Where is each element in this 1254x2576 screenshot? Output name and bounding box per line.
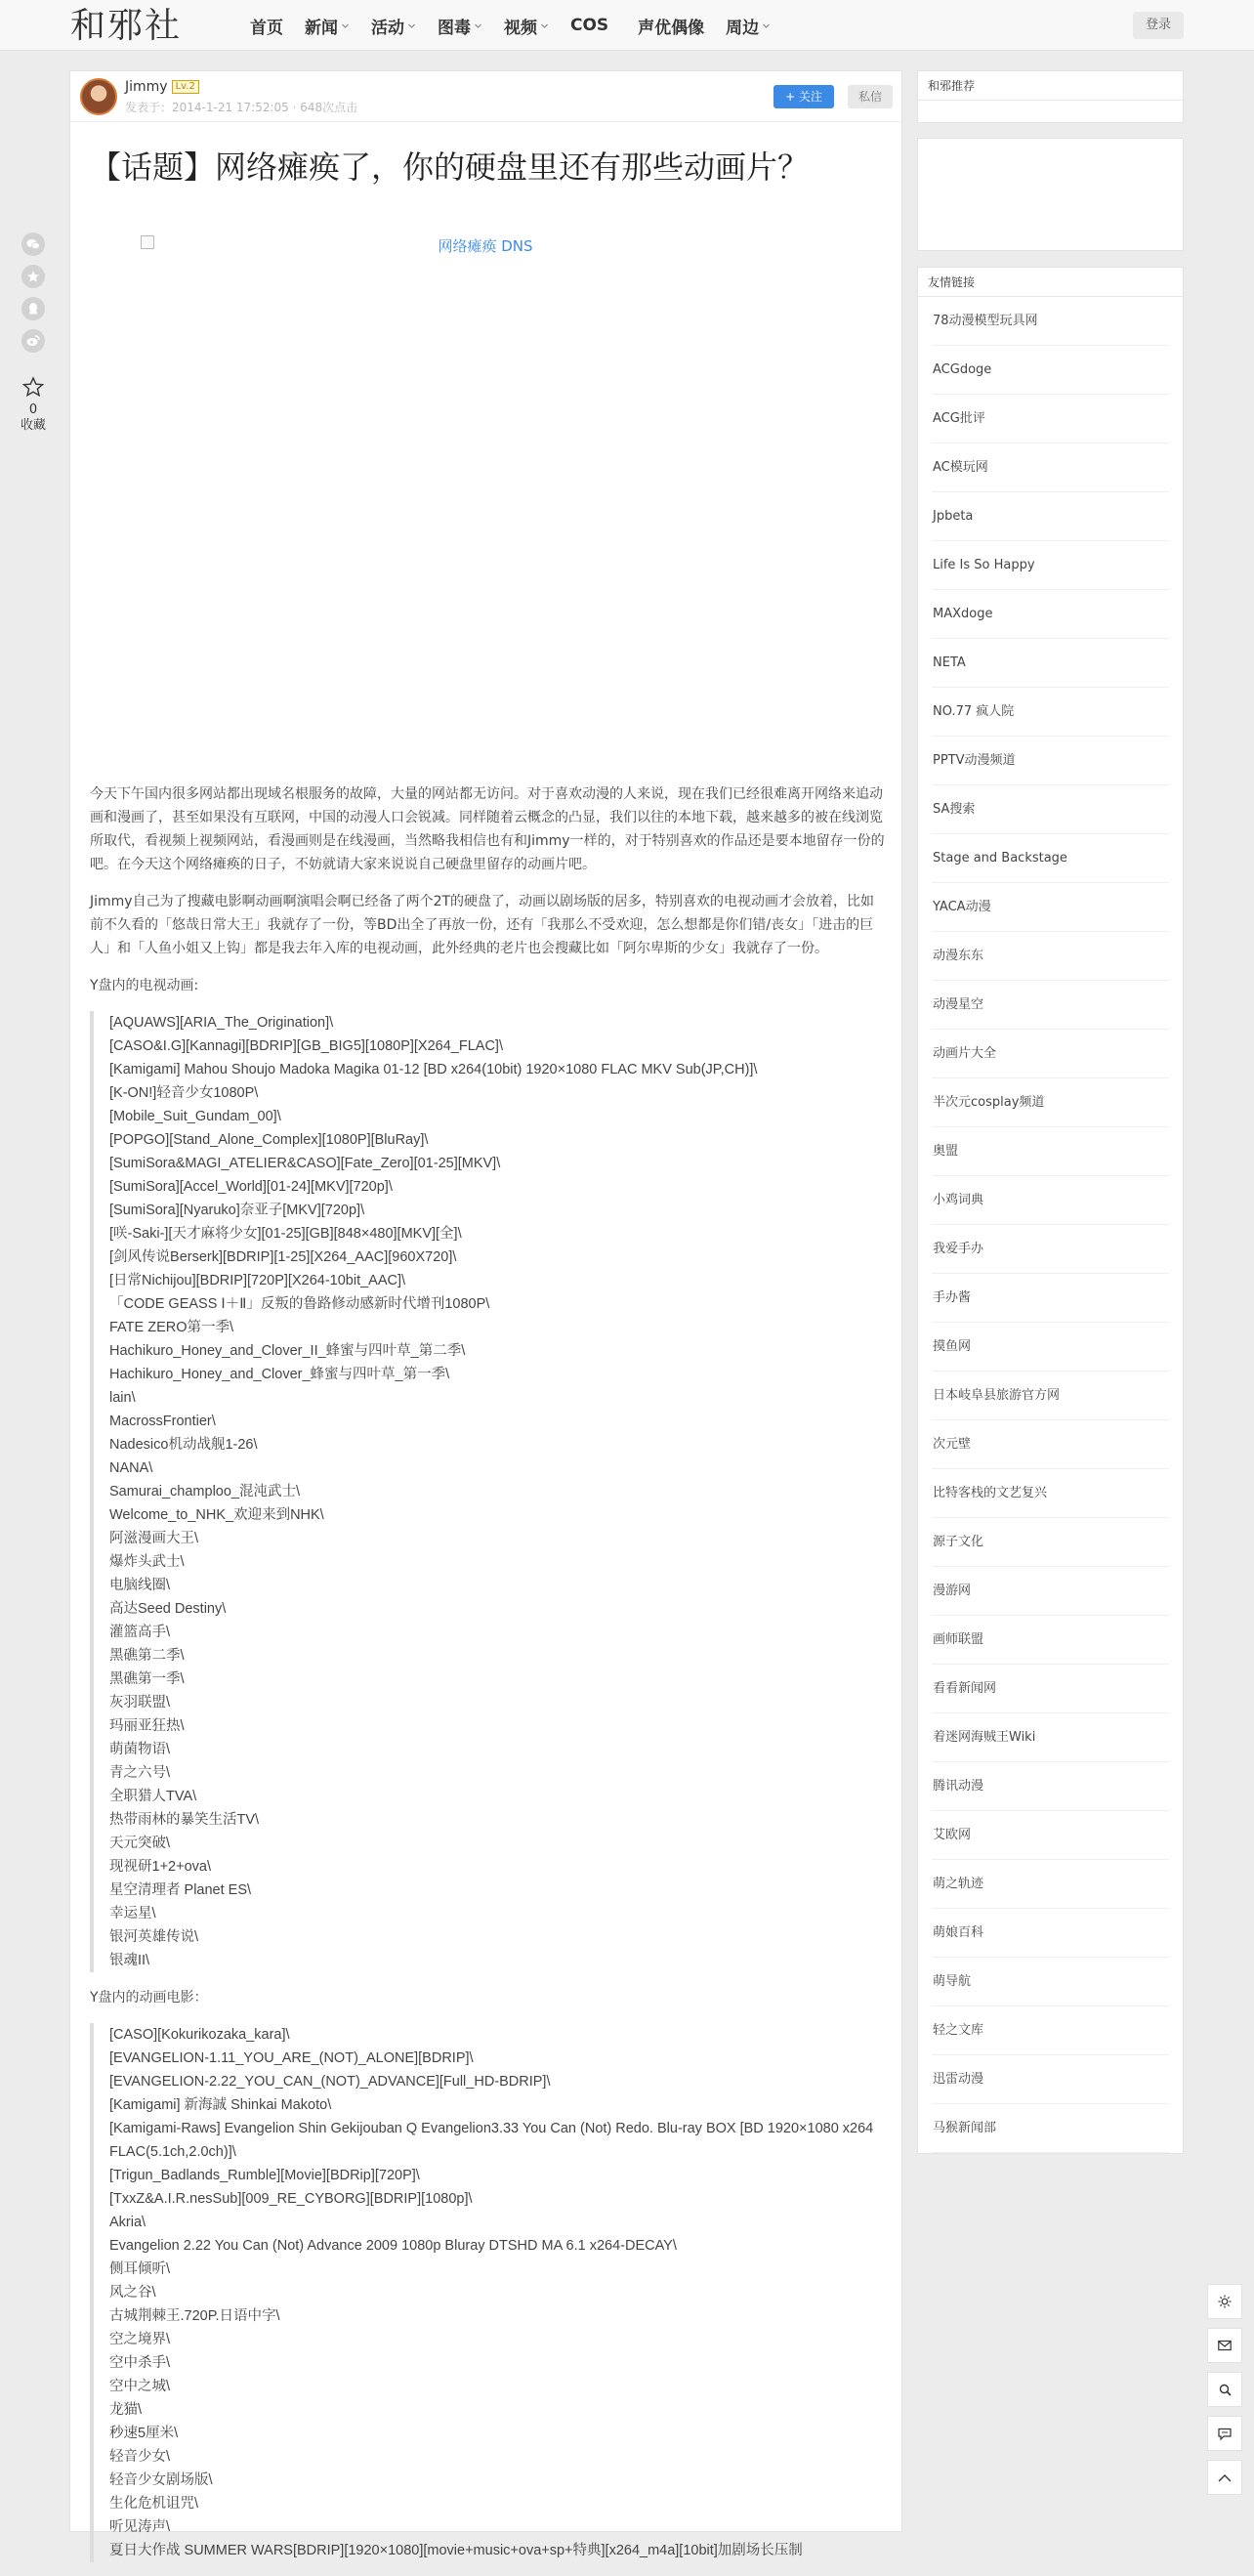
nav-item-5[interactable] — [570, 16, 608, 35]
tv-list-item: Nadesico机动战舰1-26\ — [109, 1437, 258, 1453]
movie-list-item: [TxxZ&A.I.R.nesSub][009_RE_CYBORG][BDRIP][1080p]\ — [109, 2191, 473, 2207]
image-caption-link[interactable]: 网络瘫痪 DNS — [438, 237, 533, 255]
movie-list-item: 轻音少女\ — [109, 2449, 171, 2465]
tv-list-item: [咲-Saki-][天才麻将少女][01-25][GB][848×480][MKV][全]\ — [109, 1226, 462, 1242]
tv-list-item: [SumiSora&MAGI_ATELIER&CASO][Fate_Zero][01-25][MKV]\ — [109, 1156, 501, 1171]
back-to-top-button[interactable] — [1207, 2460, 1242, 2495]
movie-list-heading: Y盘内的动画电影： — [90, 1990, 208, 2006]
chevron-down-icon — [474, 21, 482, 30]
follow-button[interactable]: + 关注 — [773, 85, 834, 108]
tv-list-item: 萌菌物语\ — [109, 1742, 171, 1757]
friend-link[interactable]: 比特客栈的文艺复兴 — [932, 1469, 1169, 1518]
tv-list-item: [SumiSora][Accel_World][01-24][MKV][720p]\ — [109, 1179, 393, 1195]
nav-item-4[interactable] — [504, 14, 549, 38]
theme-icon — [1218, 2295, 1232, 2308]
article-image — [192, 235, 778, 743]
movie-list-item: 空中之城\ — [109, 2379, 171, 2394]
friend-links-panel — [917, 267, 1184, 2154]
friend-link[interactable]: 萌导航 — [932, 1958, 1169, 2006]
movie-list-item: Akria\ — [109, 2215, 146, 2230]
tv-list-item: [SumiSora][Nyaruko]奈亚子[MKV][720p]\ — [109, 1203, 365, 1218]
friend-link[interactable]: MAXdoge — [932, 590, 1169, 639]
movie-list-item: [EVANGELION-1.11_YOU_ARE_(NOT)_ALONE][BDRIP]\ — [109, 2050, 474, 2066]
article-author-bar — [70, 71, 901, 122]
favorite-block[interactable] — [18, 376, 49, 434]
friend-link[interactable]: 动画片大全 — [932, 1030, 1169, 1078]
friend-link[interactable]: ACGdoge — [932, 346, 1169, 395]
mail-icon — [1218, 2340, 1232, 2351]
movie-list-item: 空中杀手\ — [109, 2355, 171, 2371]
nav-item-2[interactable] — [371, 14, 416, 38]
friend-link[interactable]: 日本岐阜县旅游官方网 — [932, 1372, 1169, 1420]
friend-link[interactable]: 源子文化 — [932, 1518, 1169, 1567]
recommend-title: 和邪推荐 — [918, 71, 1183, 101]
friend-link[interactable]: 看看新闻网 — [932, 1665, 1169, 1713]
tv-list-item: Hachikuro_Honey_and_Clover_II_蜂蜜与四叶草_第二季\ — [109, 1343, 466, 1359]
friend-link[interactable]: 迅雷动漫 — [932, 2055, 1169, 2104]
tv-list-item: 热带雨林的暴笑生活TV\ — [109, 1812, 260, 1828]
top-header — [0, 0, 1254, 51]
tv-list-item: 天元突破\ — [109, 1836, 171, 1851]
tv-list-item: 现视研1+2+ova\ — [109, 1859, 211, 1875]
tv-list-item: 「CODE GEASS Ⅰ＋Ⅱ」反叛的鲁路修动感新时代增刊1080P\ — [109, 1296, 490, 1312]
tv-list-item: 黑礁第一季\ — [109, 1671, 185, 1687]
main-nav — [250, 0, 792, 51]
movie-list-item: 龙猫\ — [109, 2402, 143, 2418]
friend-link[interactable]: ACG批评 — [932, 395, 1169, 443]
nav-item-3[interactable] — [438, 14, 482, 38]
tv-list-item: 黑礁第二季\ — [109, 1648, 185, 1664]
friend-link[interactable]: Jpbeta — [932, 492, 1169, 541]
friend-link[interactable]: 漫游网 — [932, 1567, 1169, 1616]
article-body — [90, 782, 885, 2576]
friend-link[interactable]: 艾欧网 — [932, 1811, 1169, 1860]
friend-link[interactable]: 小鸡词典 — [932, 1176, 1169, 1225]
friend-link[interactable]: NO.77 疯人院 — [932, 688, 1169, 737]
favorite-count: 0 — [28, 402, 38, 417]
post-meta: 发表于：2014-1-21 17:52:05 · 648次点击 — [125, 101, 358, 114]
tv-list-item: [POPGO][Stand_Alone_Complex][1080P][BluRay]\ — [109, 1132, 429, 1148]
movie-list-item: 空之境界\ — [109, 2332, 171, 2347]
movie-list-item: [Trigun_Badlands_Rumble][Movie][BDRip][720P]\ — [109, 2168, 420, 2183]
tv-list-item: 灌篮高手\ — [109, 1625, 171, 1640]
movie-list-item: Evangelion 2.22 You Can (Not) Advance 2009 1080p Bluray DTSHD MA 6.1 x264-DECAY\ — [109, 2238, 677, 2254]
friend-links-list — [918, 297, 1183, 2153]
friend-link[interactable]: 马猴新闻部 — [932, 2104, 1169, 2153]
comment-button[interactable] — [1207, 2416, 1242, 2451]
login-button[interactable]: 登录 — [1133, 12, 1184, 39]
article-title: 【话题】网络瘫痪了，你的硬盘里还有那些动画片？ — [90, 148, 810, 186]
qq-icon[interactable] — [21, 297, 45, 320]
tv-list-item: [AQUAWS][ARIA_The_Origination]\ — [109, 1015, 334, 1031]
tv-list-item: FATE ZERO第一季\ — [109, 1320, 234, 1335]
recommend-panel — [917, 70, 1184, 123]
friend-link[interactable]: 半次元cosplay频道 — [932, 1078, 1169, 1127]
qzone-icon[interactable] — [21, 265, 45, 288]
share-rail — [18, 232, 49, 434]
broken-image-icon — [141, 235, 154, 249]
movie-list-item: [EVANGELION-2.22_YOU_CAN_(NOT)_ADVANCE][Full_HD-BDRIP]\ — [109, 2074, 551, 2090]
tv-list-item: 星空清理者 Planet ES\ — [109, 1882, 252, 1898]
movie-anime-list — [90, 2023, 885, 2562]
nav-item-label: 图毒 — [438, 18, 471, 38]
chevron-down-icon — [407, 21, 416, 30]
friend-link[interactable]: 动漫东东 — [932, 932, 1169, 981]
movie-list-item: 夏日大作战 SUMMER WARS[BDRIP][1920×1080][movie+music+ova+sp+特典][x264_m4a][10bit]加剧场长压制 — [109, 2543, 803, 2558]
movie-list-item: 古城荆棘王.720P.日语中字\ — [109, 2308, 280, 2324]
tv-list-item: 爆炸头武士\ — [109, 1554, 185, 1570]
friend-link[interactable]: AC模玩网 — [932, 443, 1169, 492]
friend-link[interactable]: SA搜索 — [932, 785, 1169, 834]
tv-list-item: 玛丽亚狂热\ — [109, 1718, 185, 1734]
tv-list-item: [Mobile_Suit_Gundam_00]\ — [109, 1109, 281, 1124]
nav-item-0[interactable] — [250, 14, 283, 38]
comment-icon — [1218, 2428, 1232, 2440]
tv-list-item: [K-ON!]轻音少女1080P\ — [109, 1085, 259, 1101]
tv-list-item: 银河英雄传说\ — [109, 1929, 199, 1945]
friend-link[interactable]: 次元壁 — [932, 1420, 1169, 1469]
search-button[interactable] — [1207, 2372, 1242, 2407]
friend-link[interactable]: PPTV动漫频道 — [932, 737, 1169, 785]
nav-item-label: 视频 — [504, 18, 537, 38]
nav-item-label: 声优偶像 — [638, 18, 705, 38]
friend-link[interactable]: Life Is So Happy — [932, 541, 1169, 590]
friend-link[interactable]: 动漫星空 — [932, 981, 1169, 1030]
movie-list-item: [Kamigami] 新海誠 Shinkai Makoto\ — [109, 2097, 332, 2113]
chevron-down-icon — [540, 21, 549, 30]
back-to-top-icon — [1218, 2473, 1232, 2482]
tv-list-item: 阿滋漫画大王\ — [109, 1531, 199, 1546]
chevron-down-icon — [762, 21, 771, 30]
tv-list-item: Samurai_champloo_混沌武士\ — [109, 1484, 301, 1499]
tv-list-heading: Y盘内的电视动画: — [90, 978, 199, 993]
tv-list-item: [CASO&I.G][Kannagi][BDRIP][GB_BIG5][1080P][X264_FLAC]\ — [109, 1038, 503, 1054]
friend-link[interactable]: 腾讯动漫 — [932, 1762, 1169, 1811]
article-card — [69, 70, 902, 2558]
nav-item-label: 首页 — [250, 18, 283, 38]
tv-list-item: 灰羽联盟\ — [109, 1695, 171, 1710]
friend-link[interactable]: 手办酱 — [932, 1274, 1169, 1323]
nav-item-label: COS — [570, 16, 609, 35]
nav-item-6[interactable] — [638, 14, 704, 38]
star-outline-icon[interactable] — [22, 376, 44, 398]
friend-link[interactable]: 画师联盟 — [932, 1616, 1169, 1665]
movie-list-item: [Kamigami-Raws] Evangelion Shin Gekijouban Q Evangelion3.33 You Can (Not) Redo. Blu-ray BOX [BD 1920×1080 x264 FLAC(5.1ch,2.0ch)]\ — [109, 2121, 874, 2160]
movie-list-item: 侧耳倾听\ — [109, 2261, 171, 2277]
friend-link[interactable]: 摸鱼网 — [932, 1323, 1169, 1372]
friend-link[interactable]: Stage and Backstage — [932, 834, 1169, 883]
friend-link[interactable]: NETA — [932, 639, 1169, 688]
movie-list-item: 风之谷\ — [109, 2285, 156, 2301]
nav-item-label: 新闻 — [305, 18, 338, 38]
friend-link[interactable]: 萌娘百科 — [932, 1909, 1169, 1958]
movie-list-item: 轻音少女剧场版\ — [109, 2472, 213, 2488]
tv-anime-list — [90, 1011, 885, 1972]
nav-item-label: 周边 — [726, 18, 760, 38]
movie-list-item: 听见涛声\ — [109, 2519, 171, 2535]
nav-item-1[interactable] — [305, 14, 350, 38]
site-logo[interactable]: 和邪社 — [70, 6, 183, 46]
mail-button[interactable] — [1207, 2328, 1242, 2363]
tv-list-item: 青之六号\ — [109, 1765, 171, 1781]
friend-link[interactable]: YACA动漫 — [932, 883, 1169, 932]
tv-list-item: MacrossFrontier\ — [109, 1414, 216, 1429]
tv-list-item: lain\ — [109, 1390, 136, 1406]
paragraph-jimmy: Jimmy自己为了搜藏电影啊动画啊演唱会啊已经备了两个2T的硬盘了，动画以剧场版的居多，特别喜欢的电视动画才会放着，比如前不久看的「悠哉日常大王」我就存了一份，等BD出全了再放一份，还有「我那么不受欢迎，怎么想都是你们错/丧女」「进击的巨人」和「人鱼小姐又上钩」都是我去年入库的电视动画，此外经典的老片也会搜藏比如「阿尔卑斯的少女」我就存了一份。 — [90, 894, 875, 956]
theme-toggle-button[interactable] — [1207, 2284, 1242, 2319]
favorite-label: 收藏 — [20, 418, 46, 433]
author-name[interactable]: Jimmy — [125, 79, 168, 95]
friend-links-title: 友情链接 — [918, 268, 1183, 297]
tv-list-item: 幸运星\ — [109, 1906, 156, 1921]
tv-list-item: 电脑线圈\ — [109, 1578, 171, 1593]
level-badge: Lv.2 — [172, 80, 199, 94]
tv-list-item: [剑风传说Berserk][BDRIP][1-25][X264_AAC][960X720]\ — [109, 1249, 457, 1265]
tv-list-item: [日常Nichijou][BDRIP][720P][X264-10bit_AAC]\ — [109, 1273, 406, 1288]
tv-list-item: NANA\ — [109, 1460, 153, 1476]
tv-list-item: Hachikuro_Honey_and_Clover_蜂蜜与四叶草_第一季\ — [109, 1367, 450, 1382]
movie-list-item: [CASO][Kokurikozaka_kara]\ — [109, 2027, 290, 2043]
friend-link[interactable]: 着迷网海贼王Wiki — [932, 1713, 1169, 1762]
tv-list-item: Welcome_to_NHK_欢迎来到NHK\ — [109, 1507, 324, 1523]
paragraph-intro: 今天下午国内很多网站都出现域名根服务的故障，大量的网站都无访问。对于喜欢动漫的人来说，现在我们已经很难离开网络来追动画和漫画了，甚至如果没有互联网，中国的动漫人口会锐减。同样随着云概念的凸显，我们以往的本地下载，越来越多的被在线浏览所取代，看视频上视频网站，看漫画则是在线漫画，当然略我相信也有和Jimmy一样的，对于特别喜欢的作品还是要本地留存一份的吧。在今天这个网络瘫痪的日子，不妨就请大家来说说自己硬盘里留存的动画片吧。 — [90, 786, 885, 872]
tv-list-item: 银魂II\ — [109, 1953, 150, 1968]
search-icon — [1219, 2384, 1232, 2396]
friend-link[interactable]: 轻之文库 — [932, 2006, 1169, 2055]
tv-list-item: 高达Seed Destiny\ — [109, 1601, 227, 1617]
tv-list-item: 全职猎人TVA\ — [109, 1789, 197, 1804]
avatar[interactable] — [80, 78, 117, 115]
friend-link[interactable]: 奥盟 — [932, 1127, 1169, 1176]
tv-list-item: [Kamigami] Mahou Shoujo Madoka Magika 01-12 [BD x264(10bit) 1920×1080 FLAC MKV Sub(JP,CH)]\ — [109, 1062, 758, 1077]
chevron-down-icon — [341, 21, 350, 30]
friend-link[interactable]: 我爱手办 — [932, 1225, 1169, 1274]
weibo-icon[interactable] — [21, 329, 45, 353]
friend-link[interactable]: 萌之轨迹 — [932, 1860, 1169, 1909]
ad-panel — [917, 138, 1184, 251]
movie-list-item: 生化危机诅咒\ — [109, 2496, 199, 2512]
friend-link[interactable]: 78动漫模型玩具网 — [932, 297, 1169, 346]
movie-list-item: 秒速5厘米\ — [109, 2426, 179, 2441]
nav-item-7[interactable] — [726, 14, 771, 38]
wechat-icon[interactable] — [21, 232, 45, 256]
private-message-button[interactable]: 私信 — [848, 85, 893, 108]
nav-item-label: 活动 — [371, 18, 404, 38]
